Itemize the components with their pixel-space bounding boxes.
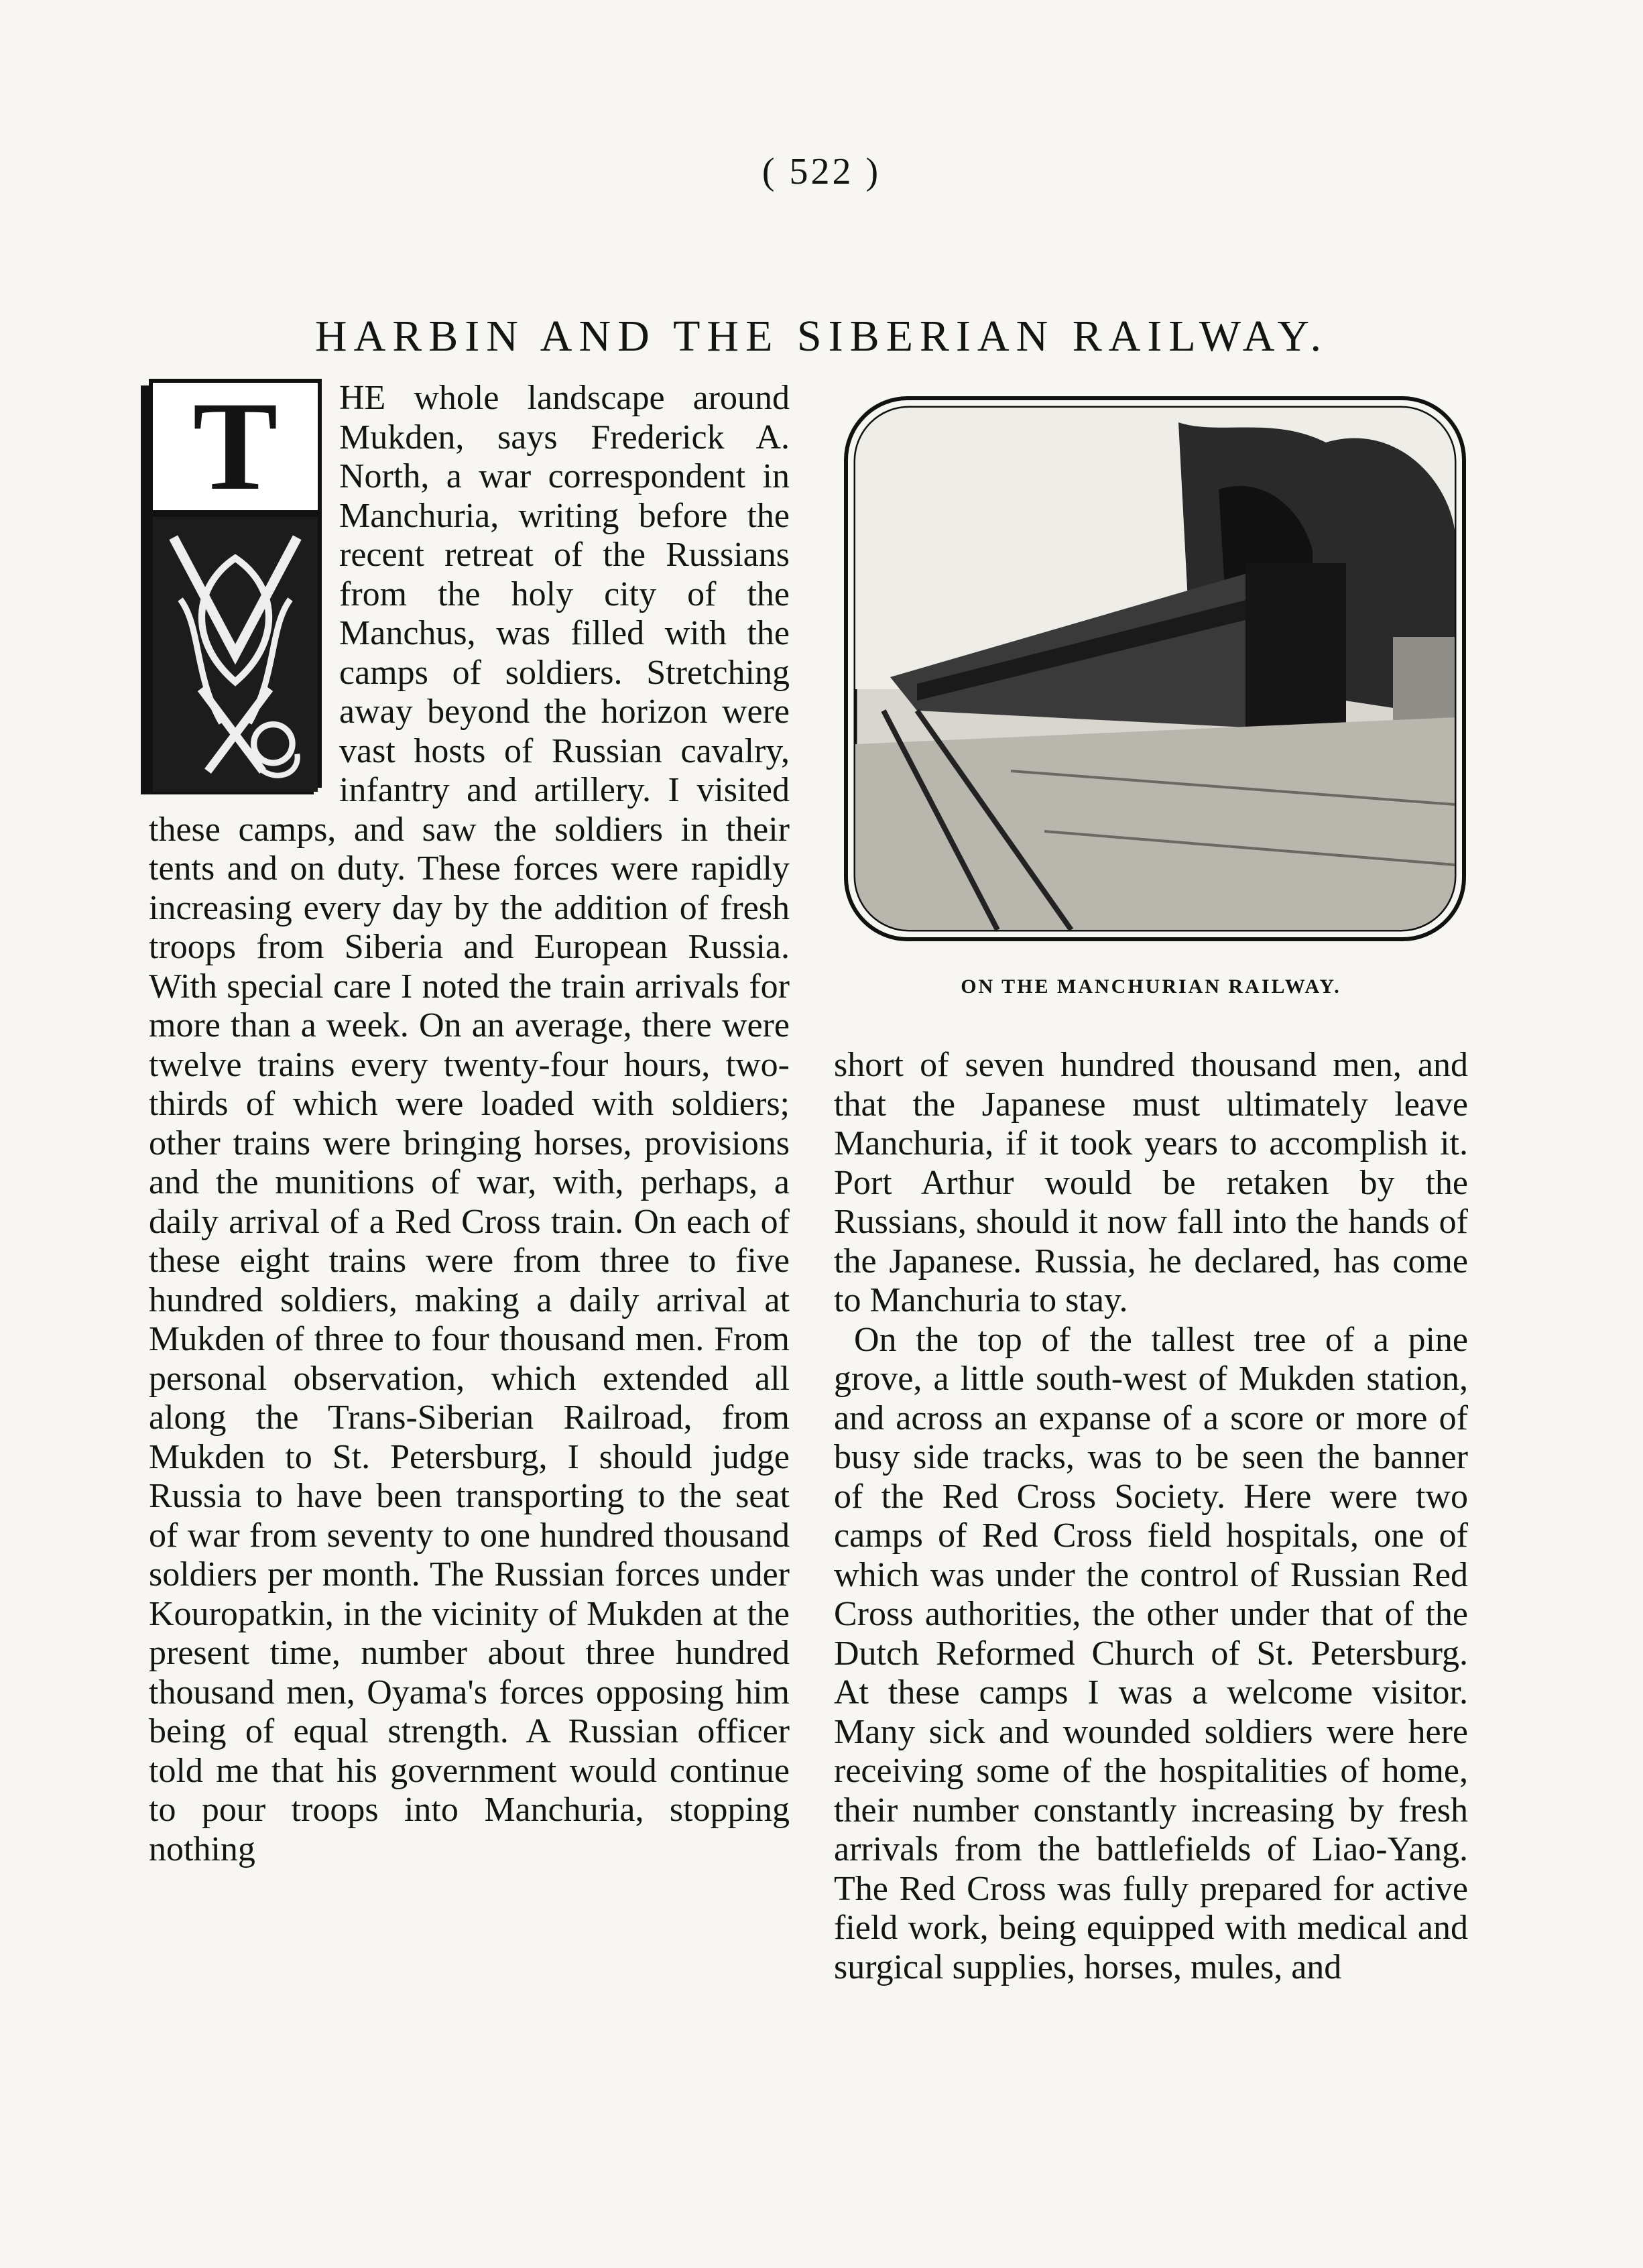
figure-caption: ON THE MANCHURIAN RAILWAY.	[961, 975, 1341, 998]
right-column	[834, 1046, 1468, 1987]
left-column	[149, 376, 790, 1869]
right-column-paragraph-1: short of seven hundred thousand men, and that the Japanese must ultimately leave Manchuria, if it took years to accomplish it. Port Arthur would be retaken by the Russians, should it now fall into the hands of the Japanese. Russia, he declared, has come to Manchuria to stay.	[834, 1046, 1468, 1319]
drop-cap	[149, 376, 322, 788]
right-column-paragraph-2: On the top of the tallest tree of a pine grove, a little south-west of Mukden station, and across an expanse of a score or more of busy side tracks, was to be seen the banner of the Red Cross Society. Here were two camps of Red Cross field hospitals, one of which was under the control of Russian Red Cross authorities, the other under that of the Dutch Reformed Church of St. Petersburg. At these camps I was a welcome visitor. Many sick and wounded soldiers were here receiving some of the hospitalities of home, their number constantly increasing by fresh arrivals from the battlefields of Liao-Yang. The Red Cross was fully prepared for active field work, being equipped with medical and surgical supplies, horses, mules, and	[834, 1320, 1468, 1986]
thistle-ornament-icon	[153, 517, 318, 792]
page-number: ( 522 )	[762, 151, 881, 192]
left-column-text: HE whole landscape around Mukden, says Frederick A. North, a war correspondent in Manchuria, writing before the recent retreat of the Russians from the holy city of the Manchus, was filled with the camps of soldiers. Stretching away beyond the horizon were vast hosts of Russian cavalry, infantry and artillery. I visited these camps, and saw the soldiers in their tents and on duty. These forces were rapidly increasing every day by the addition of fresh troops from Siberia and European Russia. With special care I noted the train arrivals for more than a week. On an average, there were twelve trains every twenty-four hours, two-thirds of which were loaded with soldiers; other trains were bringing horses, provisions and the munitions of war, with, perhaps, a daily arrival of a Red Cross train. On each of these eight trains were from three to five hundred soldiers, making a daily arrival at Mukden of three to four thousand men. From personal observation, which extended all along the Trans-Siberian Railroad, from Mukden to St. Petersburg, I should judge Russia to have been transporting to the seat of war from seventy to one hundred thousand soldiers per month. The Russian forces under Kouropatkin, in the vicinity of Mukden at the present time, number about three hundred thousand men, Oyama's forces opposing him being of equal strength. A Russian officer told me that his government would continue to pour troops into Manchuria, stopping nothing	[149, 379, 790, 1868]
train-photo-icon	[843, 396, 1467, 942]
drop-cap-letter: T	[153, 383, 318, 517]
article-title: HARBIN AND THE SIBERIAN RAILWAY.	[314, 312, 1329, 361]
